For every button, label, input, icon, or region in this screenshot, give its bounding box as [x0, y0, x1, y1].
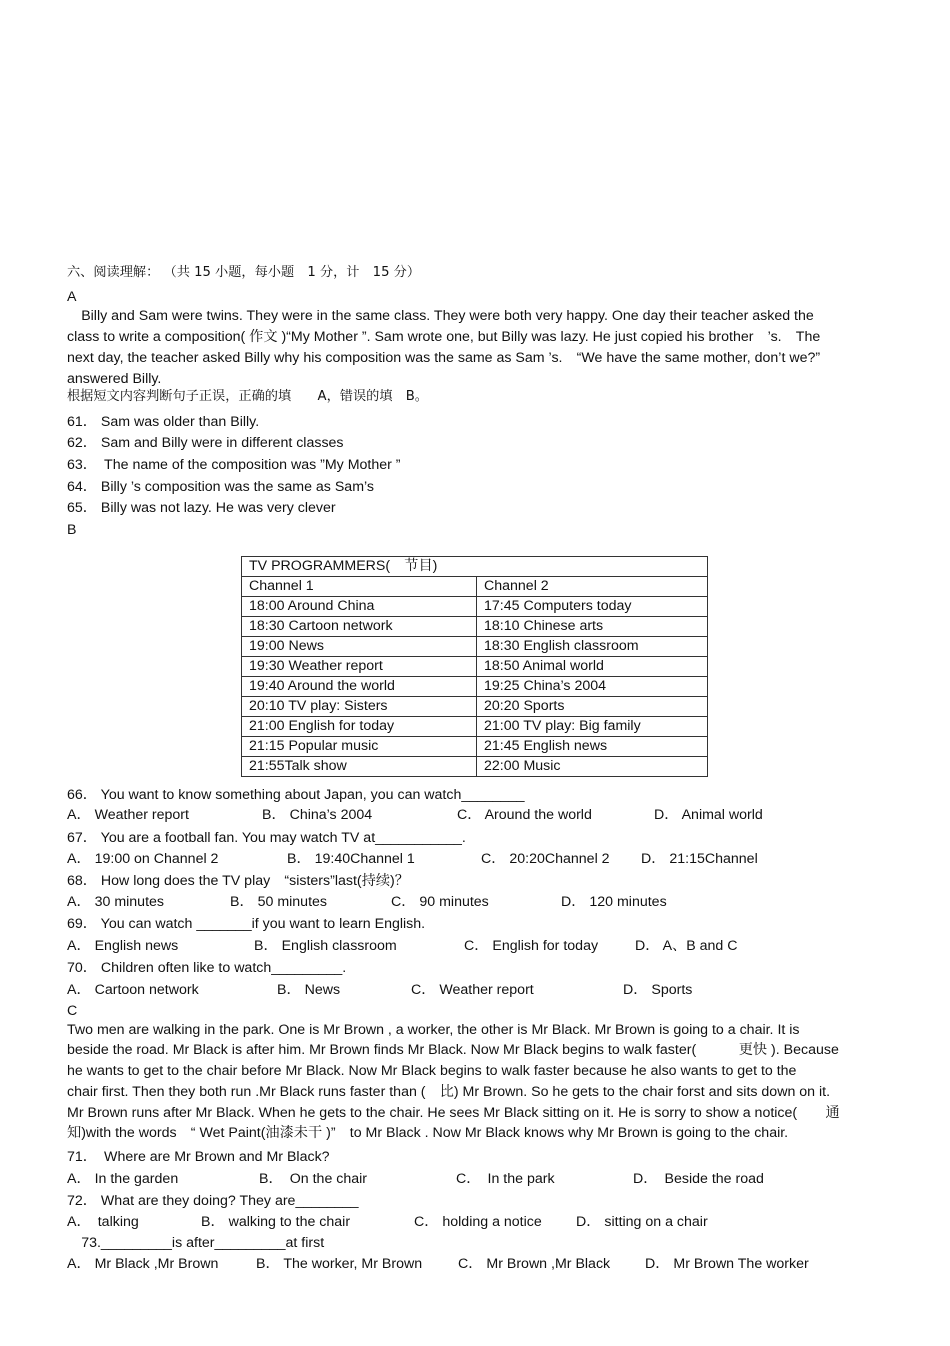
option: C． 20:20Channel 2 — [481, 851, 610, 867]
option: B． On the chair — [259, 1171, 368, 1187]
option: D． sitting on a chair — [576, 1214, 708, 1230]
option: B． 19:40Channel 1 — [287, 851, 415, 867]
table-title-row — [242, 557, 708, 577]
table-row — [242, 637, 708, 657]
table-cell: 21:00 English for today — [242, 717, 477, 737]
passage-a-line: answered Billy. — [67, 371, 162, 387]
passage-c-line: Mr Brown runs after Mr Black. When he gets to the chair. He sees Mr Black sitting on it. He is sorry to show a notice( 通 — [67, 1105, 840, 1121]
option: C． Around the world — [457, 807, 592, 823]
option: B． China’s 2004 — [262, 807, 373, 823]
table-cell: 21:55Talk show — [242, 757, 477, 777]
option: A． 19:00 on Channel 2 — [67, 851, 219, 867]
table-row — [242, 717, 708, 737]
table-cell: 20:10 TV play: Sisters — [242, 697, 477, 717]
table-header-row — [242, 577, 708, 597]
option: C． In the park — [456, 1171, 555, 1187]
passage-a-line: class to write a composition( 作文 )“My Mother ”. Sam wrote one, but Billy was lazy. He just copied his brother ’s. The — [67, 329, 821, 345]
table-cell: 21:15 Popular music — [242, 737, 477, 757]
table-title: TV PROGRAMMERS( 节目) — [242, 557, 708, 577]
table-row — [242, 697, 708, 717]
section-title: 六、阅读理解： （共 15 小题，每小题 1 分，计 15 分） — [67, 265, 421, 280]
passage-a-line: next day, the teacher asked Billy why his composition was the same as Sam ’s. “We have the same mother, don’t we?” — [67, 350, 821, 366]
option: A． talking — [67, 1214, 139, 1230]
option: D． 21:15Channel — [641, 851, 758, 867]
table-row — [242, 617, 708, 637]
table-cell: 17:45 Computers today — [477, 597, 708, 617]
question: 66． You want to know something about Japan, you can watch________ — [67, 787, 525, 803]
passage-c-line: chair first. Then they both run .Mr Black runs faster than ( 比) Mr Brown. So he gets to the chair forst and sits down on it. — [67, 1084, 831, 1100]
option: D． Beside the road — [633, 1171, 764, 1187]
option: D． A、B and C — [635, 938, 738, 954]
table-cell: 19:30 Weather report — [242, 657, 477, 677]
column-header: Channel 2 — [477, 577, 708, 597]
statement: 65． Billy was not lazy. He was very clever — [67, 500, 336, 516]
passage-a-line: Billy and Sam were twins. They were in the same class. They were both very happy. One day their teacher asked the — [67, 308, 814, 324]
table-cell: 18:00 Around China — [242, 597, 477, 617]
option: C． holding a notice — [414, 1214, 542, 1230]
option: D． 120 minutes — [561, 894, 667, 910]
option: A． Cartoon network — [67, 982, 199, 998]
tv-programmes-table — [241, 556, 708, 777]
table-cell: 21:00 TV play: Big family — [477, 717, 708, 737]
table-cell: 18:30 Cartoon network — [242, 617, 477, 637]
table-cell: 22:00 Music — [477, 757, 708, 777]
question: 73._________is after_________at first — [67, 1235, 325, 1251]
option: A． In the garden — [67, 1171, 179, 1187]
option: A． 30 minutes — [67, 894, 164, 910]
table-cell: 19:00 News — [242, 637, 477, 657]
passage-c-line: Two men are walking in the park. One is Mr Brown , a worker, the other is Mr Black. Mr Brown is going to a chair. It is — [67, 1022, 800, 1038]
question: 72． What are they doing? They are________ — [67, 1193, 359, 1209]
table-row — [242, 737, 708, 757]
table-row — [242, 597, 708, 617]
statement: 64． Billy ’s composition was the same as Sam’s — [67, 479, 374, 495]
table-cell: 19:25 China’s 2004 — [477, 677, 708, 697]
passage-c-line: 知)with the words “ Wet Paint(油漆未干 )” to Mr Black . Now Mr Black knows why Mr Brown is going to the chair. — [67, 1125, 789, 1141]
option: C． 90 minutes — [391, 894, 489, 910]
option: B． walking to the chair — [201, 1214, 351, 1230]
option: B． English classroom — [254, 938, 397, 954]
question: 67． You are a football fan. You may watch TV at___________. — [67, 830, 466, 846]
instruction-a: 根据短文内容判断句子正误，正确的填 A，错误的填 B。 — [67, 389, 428, 404]
option: C． Mr Brown ,Mr Black — [458, 1256, 611, 1272]
question: 69． You can watch _______if you want to learn English. — [67, 916, 426, 932]
option: A． Weather report — [67, 807, 189, 823]
table-row — [242, 677, 708, 697]
statement: 61． Sam was older than Billy. — [67, 414, 260, 430]
table-cell: 18:30 English classroom — [477, 637, 708, 657]
table-cell: 21:45 English news — [477, 737, 708, 757]
column-header: Channel 1 — [242, 577, 477, 597]
option: D． Animal world — [654, 807, 763, 823]
statement: 62． Sam and Billy were in different classes — [67, 435, 344, 451]
table-row — [242, 657, 708, 677]
statement: 63． The name of the composition was ”My Mother ” — [67, 457, 401, 473]
passage-c-line: beside the road. Mr Black is after him. Mr Brown finds Mr Black. Now Mr Black begins to walk faster( 更快 ). Because — [67, 1042, 839, 1058]
option: B． 50 minutes — [230, 894, 327, 910]
option: C． Weather report — [411, 982, 534, 998]
question: 68． How long does the TV play “sisters”last(持续)？ — [67, 873, 409, 889]
passage-c-line: he wants to get to the chair before Mr Black. Now Mr Black begins to walk faster because he also wants to get to the — [67, 1063, 797, 1079]
option: A． English news — [67, 938, 179, 954]
option: B． News — [277, 982, 341, 998]
table-cell: 18:50 Animal world — [477, 657, 708, 677]
table-cell: 20:20 Sports — [477, 697, 708, 717]
option: B． The worker, Mr Brown — [256, 1256, 423, 1272]
table-cell: 19:40 Around the world — [242, 677, 477, 697]
option: A． Mr Black ,Mr Brown — [67, 1256, 219, 1272]
question: 71． Where are Mr Brown and Mr Black? — [67, 1149, 330, 1165]
option: D． Sports — [623, 982, 693, 998]
table-cell: 18:10 Chinese arts — [477, 617, 708, 637]
table-row — [242, 757, 708, 777]
option: D． Mr Brown The worker — [645, 1256, 809, 1272]
option: C． English for today — [464, 938, 599, 954]
label-a: A — [67, 289, 77, 305]
label-c: C — [67, 1003, 78, 1019]
label-b: B — [67, 522, 77, 538]
question: 70． Children often like to watch_________. — [67, 960, 347, 976]
